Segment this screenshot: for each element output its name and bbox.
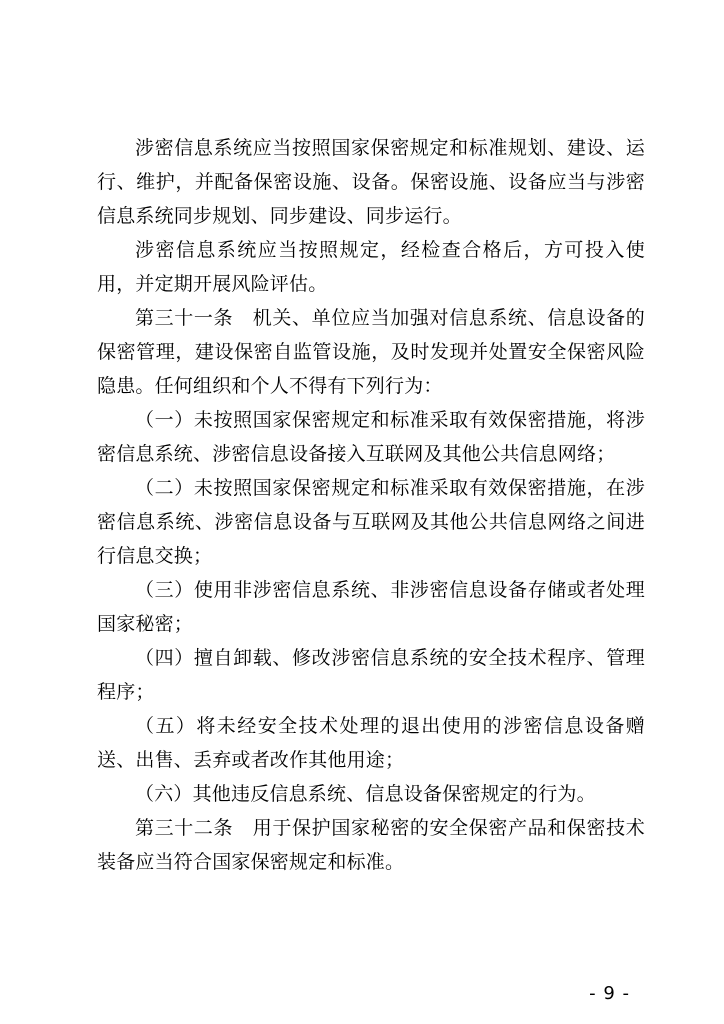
paragraph-article-32: 第三十二条 用于保护国家秘密的安全保密产品和保密技术装备应当符合国家保密规定和标准。 [97,817,645,873]
paragraph-item-4: （四）擅自卸载、修改涉密信息系统的安全技术程序、管理程序； [97,647,645,703]
document-body [97,131,645,879]
paragraph-article-31: 第三十一条 机关、单位应当加强对信息系统、信息设备的保密管理，建设保密自监管设施，及时发现并处置安全保密风险隐患。任何组织和个人不得有下列行为： [97,307,645,397]
paragraph-item-1: （一）未按照国家保密规定和标准采取有效保密措施，将涉密信息系统、涉密信息设备接入互联网及其他公共信息网络； [97,409,645,465]
paragraph-item-6: （六）其他违反信息系统、信息设备保密规定的行为。 [135,783,596,805]
paragraph-item-3: （三）使用非涉密信息系统、非涉密信息设备存储或者处理国家秘密； [97,579,645,635]
paragraph-item-2: （二）未按照国家保密规定和标准采取有效保密措施，在涉密信息系统、涉密信息设备与互联网及其他公共信息网络之间进行信息交换； [97,477,645,567]
paragraph-item-5: （五）将未经安全技术处理的退出使用的涉密信息设备赠送、出售、丢弃或者改作其他用途； [97,715,645,771]
paragraph-classified-system-inspection: 涉密信息系统应当按照规定，经检查合格后，方可投入使用，并定期开展风险评估。 [97,239,645,295]
paragraph-classified-system-planning: 涉密信息系统应当按照国家保密规定和标准规划、建设、运行、维护，并配备保密设施、设备。保密设施、设备应当与涉密信息系统同步规划、同步建设、同步运行。 [97,137,645,227]
page-number: - 9 - [589,983,630,1004]
